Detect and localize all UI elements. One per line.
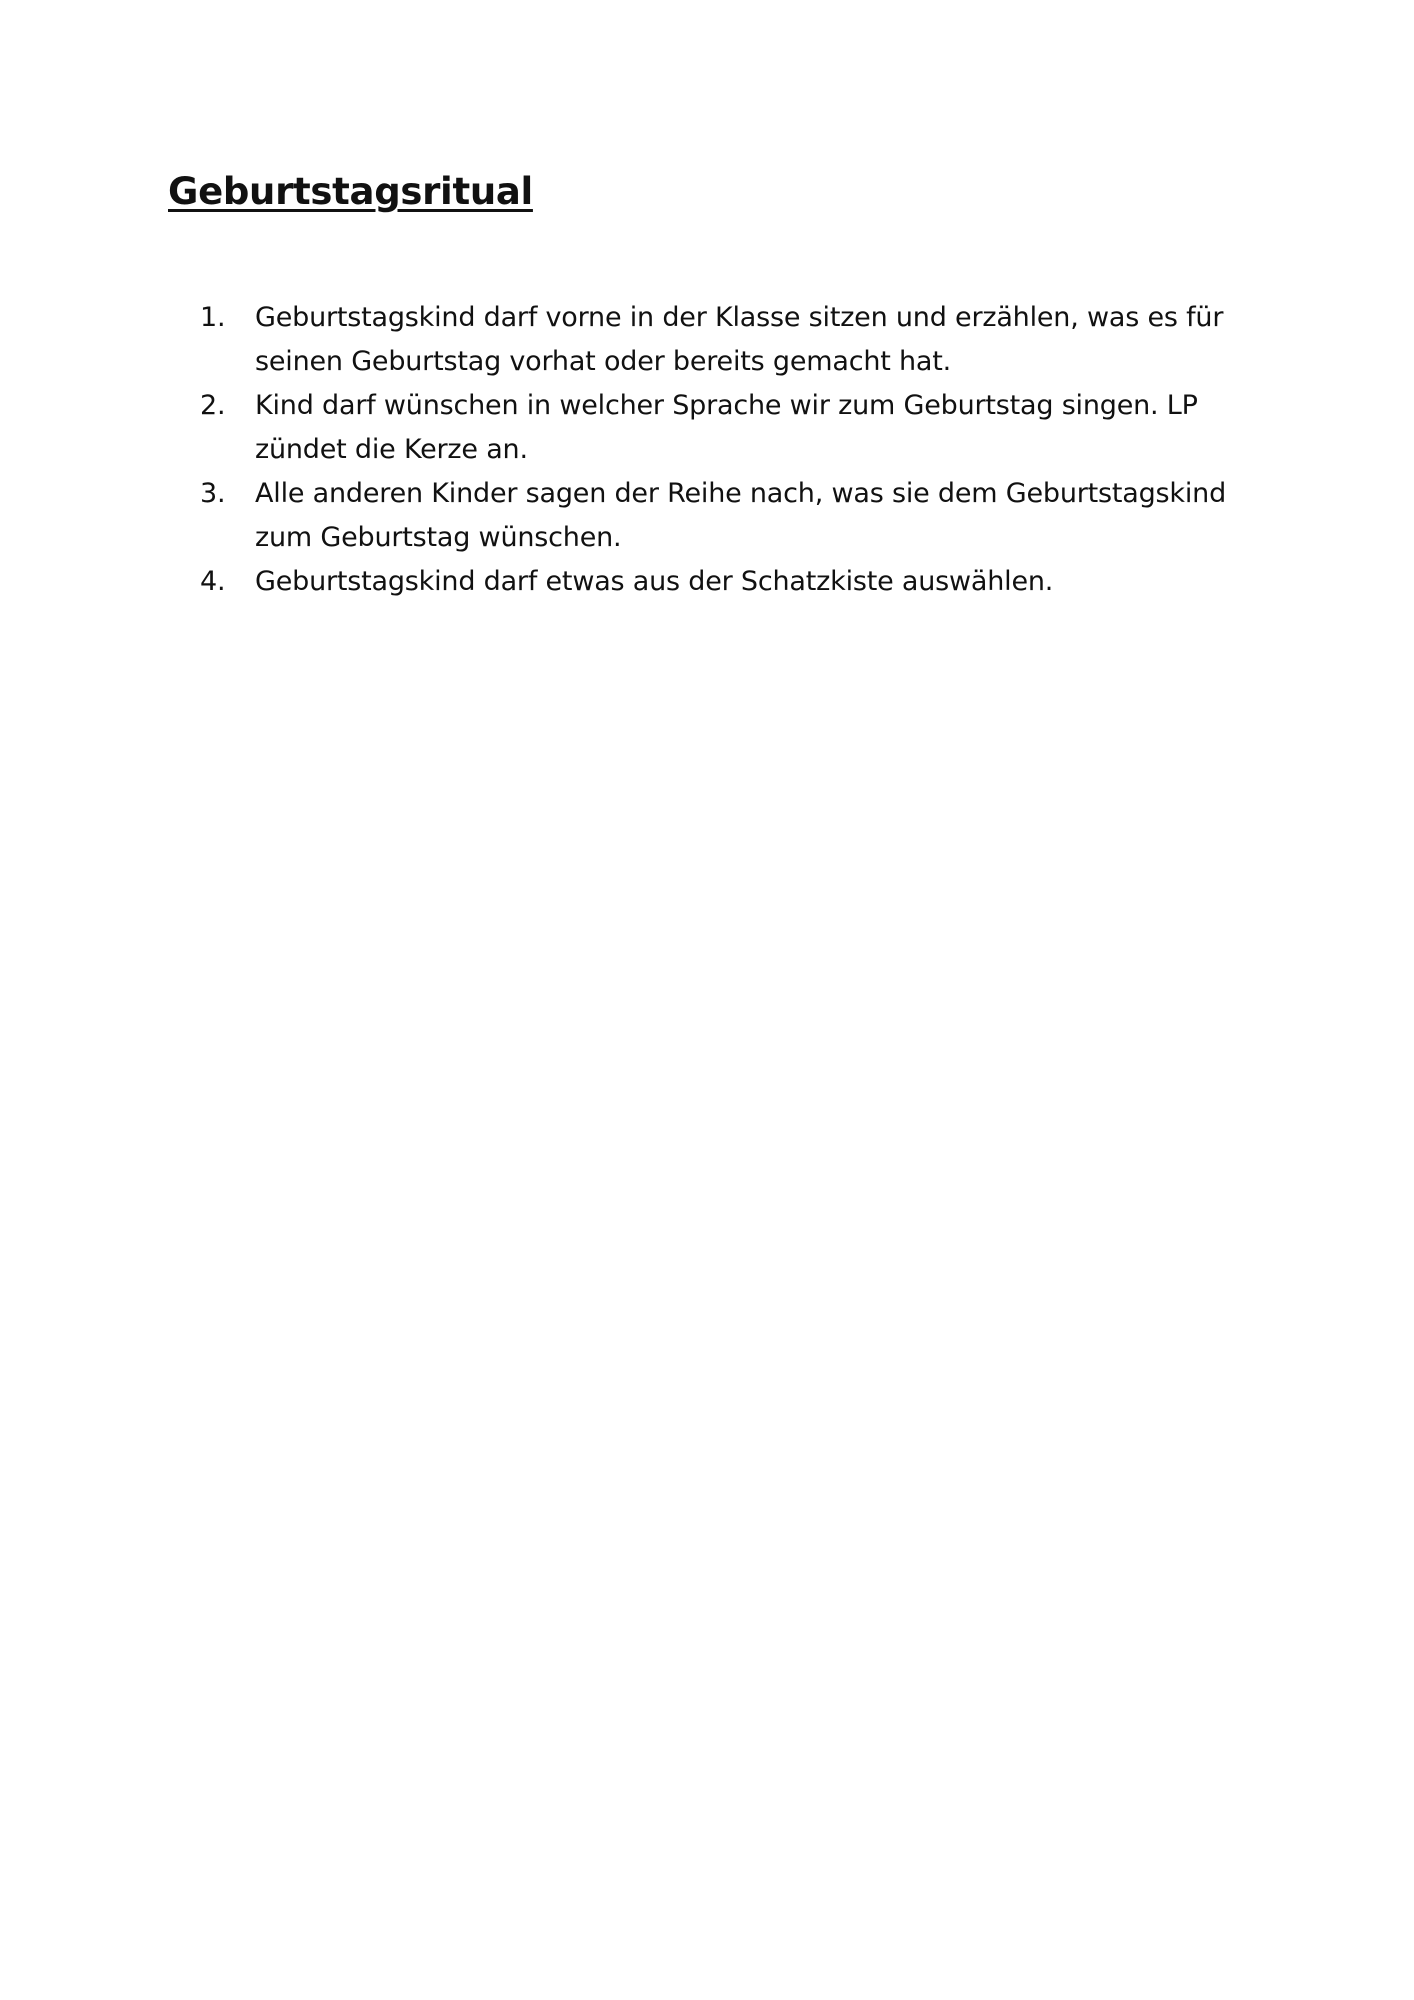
list-item xyxy=(200,384,1260,472)
list-item xyxy=(200,296,1260,384)
list-item xyxy=(200,560,1260,604)
page-title: Geburtstagsritual xyxy=(168,170,533,213)
list-item-text: Geburtstagskind darf vorne in der Klasse sitzen und erzählen, was es für seinen Geburtstag vorhat oder bereits gemacht hat. xyxy=(255,302,1224,377)
list-item-number: 2. xyxy=(200,390,226,421)
list-item-number: 4. xyxy=(200,566,226,597)
list-item-number: 3. xyxy=(200,478,226,509)
list-item-text: Alle anderen Kinder sagen der Reihe nach, was sie dem Geburtstagskind zum Geburtstag wünschen. xyxy=(255,478,1227,553)
list-item-number: 1. xyxy=(200,302,226,333)
list-item-text: Kind darf wünschen in welcher Sprache wir zum Geburtstag singen. LP zündet die Kerze an. xyxy=(255,390,1198,465)
list-item xyxy=(200,472,1260,560)
ritual-steps-list xyxy=(200,296,1260,604)
list-item-text: Geburtstagskind darf etwas aus der Schatzkiste auswählen. xyxy=(255,566,1054,597)
